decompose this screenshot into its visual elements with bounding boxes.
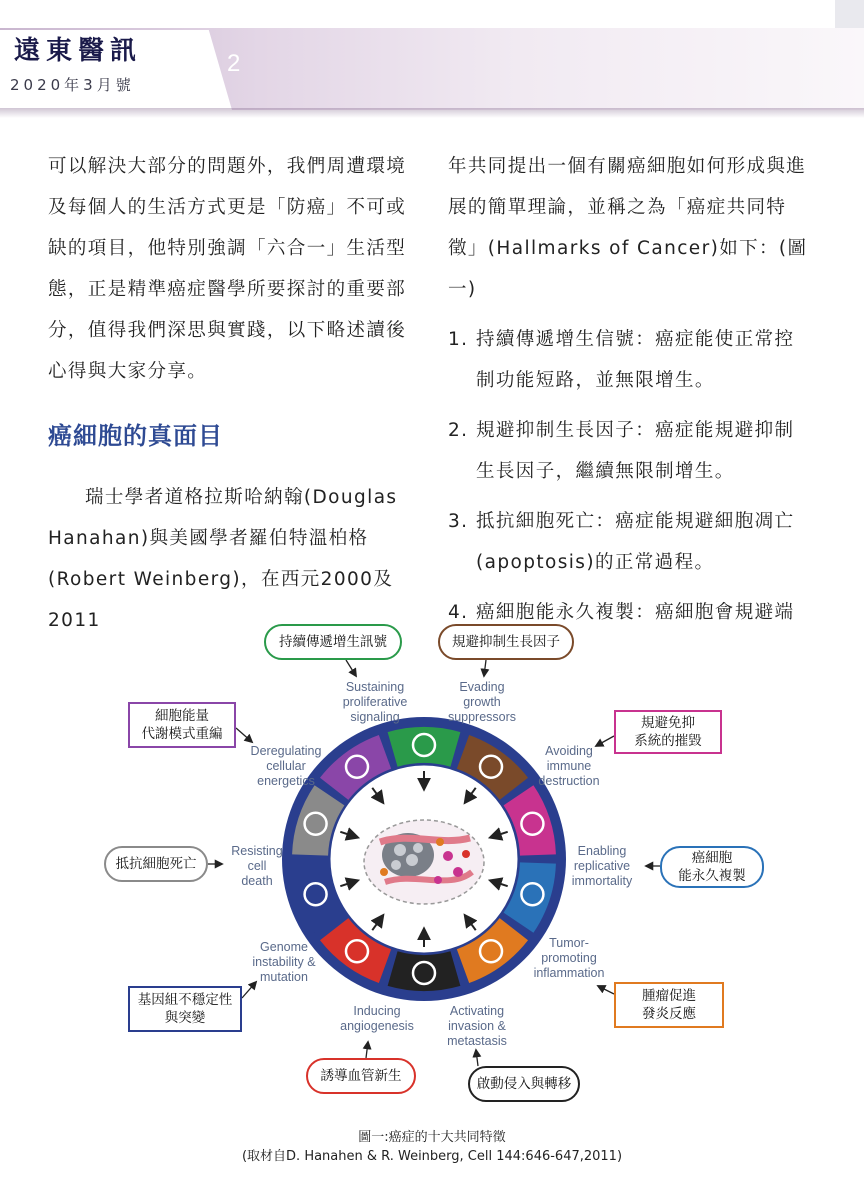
left-paragraph-1: 可以解決大部分的問題外，我們周遭環境及每個人的生活方式更是「防癌」不可或缺的項目，他特別強調「六合一」生活型態，正是精準癌症醫學所要探討的重要部分，值得我們深思與實踐，以下略述讀後心得與大家分享。 xyxy=(48,156,407,382)
label-angiogenesis-zh: 誘導血管新生 xyxy=(306,1058,416,1094)
section-title: 癌細胞的真面目 xyxy=(48,422,223,450)
list-number: 4. xyxy=(448,602,469,623)
left-paragraph-2: 瑞士學者道格拉斯哈納翰(Douglas Hanahan)與美國學者羅伯特溫柏格(Robert Weinberg)，在西元2000及2011 xyxy=(48,487,398,631)
label-energetics-zh: 細胞能量 代謝模式重編 xyxy=(128,702,236,748)
masthead-title: 遠東醫訊 xyxy=(14,36,143,66)
tumor-cluster-illustration xyxy=(364,820,484,904)
label-sustaining-zh: 持續傳遞增生訊號 xyxy=(264,624,402,660)
page-dot xyxy=(203,65,208,70)
label-death-en: Resisting cell death xyxy=(231,844,283,888)
list-number: 1. xyxy=(448,329,469,350)
label-death-zh: 抵抗細胞死亡 xyxy=(104,846,208,882)
page-number: 2 xyxy=(227,50,241,77)
list-text: 規避抑制生長因子：癌症能規避抑制生長因子，繼續無限制增生。 xyxy=(476,420,795,482)
label-evading-en: Evading growth suppressors xyxy=(447,680,517,724)
list-number: 2. xyxy=(448,420,469,441)
callout-arrow xyxy=(346,660,356,676)
label-immune-zh: 規避免抑 系統的摧毀 xyxy=(614,710,722,754)
label-immortality-en: Enabling replicative immortality xyxy=(571,844,633,888)
label-immortality-zh: 癌細胞 能永久複製 xyxy=(660,846,764,888)
label-genome-zh: 基因組不穩定性 與突變 xyxy=(128,986,242,1032)
left-column xyxy=(48,146,408,641)
issue-date: 2020年3月號 xyxy=(10,76,135,94)
label-energetics-en: Deregulating cellular energetics xyxy=(250,744,322,788)
label-evading-zh: 規避抑制生長因子 xyxy=(438,624,574,660)
figure-caption-source: (取材自D. Hanahen & R. Weinberg, Cell 144:646-647,2011) xyxy=(241,1149,623,1164)
list-item xyxy=(448,319,812,401)
callout-arrow xyxy=(598,986,614,994)
right-column xyxy=(448,146,812,642)
label-inflammation-en: Tumor- promoting inflammation xyxy=(533,936,605,980)
label-angiogenesis-en: Inducing angiogenesis xyxy=(340,1004,414,1033)
right-paragraph-1: 年共同提出一個有關癌細胞如何形成與進展的簡單理論，並稱之為「癌症共同特徵」(Hallmarks of Cancer)如下：(圖一) xyxy=(448,156,808,300)
label-invasion-en: Activating invasion & metastasis xyxy=(447,1004,507,1048)
list-item xyxy=(448,501,812,583)
figure-caption-title: 圖一:癌症的十大共同特徵 xyxy=(358,1130,506,1145)
list-item xyxy=(448,410,812,492)
label-invasion-zh: 啟動侵入與轉移 xyxy=(468,1066,580,1102)
callout-arrow xyxy=(484,660,486,676)
corner-tab xyxy=(835,0,864,30)
callout-arrow xyxy=(476,1050,478,1066)
list-text: 持續傳遞增生信號：癌症能使正常控制功能短路，並無限增生。 xyxy=(476,329,795,391)
callout-arrow xyxy=(236,728,252,742)
list-text: 抵抗細胞死亡：癌症能規避細胞凋亡(apoptosis)的正常過程。 xyxy=(476,511,795,573)
callout-arrow xyxy=(366,1042,368,1058)
label-sustaining-en: Sustaining proliferative signaling xyxy=(342,680,408,724)
list-number: 3. xyxy=(448,511,469,532)
label-genome-en: Genome instability & mutation xyxy=(252,940,316,984)
label-immune-en: Avoiding immune destruction xyxy=(538,744,600,788)
header-shadow xyxy=(0,108,864,118)
hallmarks-figure xyxy=(0,610,864,1130)
label-inflammation-zh: 腫瘤促進 發炎反應 xyxy=(614,982,724,1028)
list-text: 癌細胞能永久複製：癌細胞會規避端 xyxy=(476,602,795,623)
